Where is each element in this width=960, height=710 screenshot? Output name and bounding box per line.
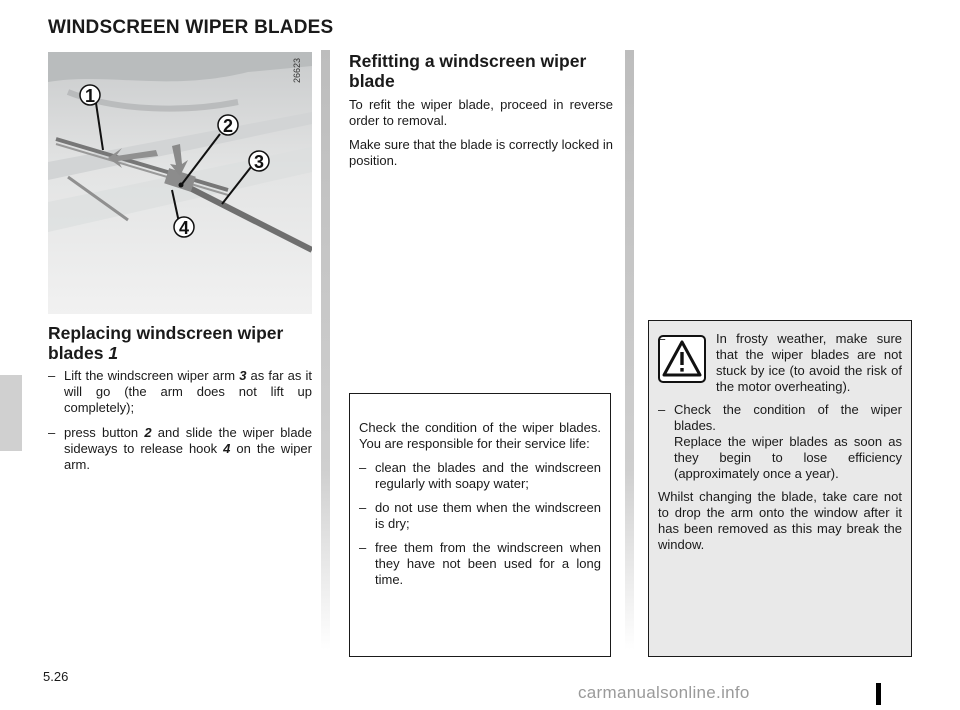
list-dash: – <box>658 402 666 417</box>
callout-label: 1 <box>84 86 96 106</box>
warning-item-text: In frosty weather, make sure that the wiper blades are not stuck by ice (to avoid the risk of the motor overheating). <box>716 331 902 394</box>
callout-label: 3 <box>253 152 265 172</box>
step-text: on the wiper arm. <box>64 441 312 472</box>
paragraph: Make sure that the blade is correctly locked in position. <box>349 137 613 168</box>
replacing-title: Replacing windscreen wiper blades <box>48 323 284 363</box>
illustration-code: 26623 <box>292 58 302 84</box>
list-dash: – <box>359 540 367 555</box>
callout-label: 2 <box>222 116 234 136</box>
warning-item-text: Check the condition of the wiper blades. <box>674 402 902 433</box>
wiper-illustration-svg <box>48 52 312 314</box>
column-divider <box>625 50 634 650</box>
list-dash: – <box>359 460 367 475</box>
replacing-title-ref: 1 <box>108 343 119 363</box>
list-item <box>658 402 902 434</box>
column-divider <box>321 50 330 650</box>
step-text: and slide the wiper blade sideways to release hook <box>64 425 313 456</box>
maintenance-note-box <box>349 393 611 657</box>
corner-mark <box>876 683 881 705</box>
wiper-blade-illustration <box>48 52 312 314</box>
refitting-title: Refitting a windscreen wiper blade <box>349 51 587 91</box>
ref-2: 2 <box>144 425 152 440</box>
list-dash: – <box>658 331 666 346</box>
list-item <box>359 500 601 532</box>
refitting-heading <box>349 51 615 91</box>
list-dash: – <box>359 500 367 515</box>
replacing-heading <box>48 323 312 363</box>
note-item-text: do not use them when the windscreen is dry; <box>375 500 601 531</box>
list-item-continuation <box>658 434 902 482</box>
step-text: as far as it will go (the arm does not lift up completely); <box>64 368 312 415</box>
replacing-steps <box>48 368 312 473</box>
list-item <box>359 460 601 492</box>
callout-label: 4 <box>178 218 190 238</box>
step-text: Lift the windscreen wiper arm <box>64 368 240 383</box>
note-item-text: clean the blades and the windscreen regularly with soapy water; <box>375 460 601 491</box>
page-number: 5.26 <box>43 669 69 684</box>
list-item <box>48 425 312 473</box>
list-item <box>658 331 902 395</box>
warning-box <box>648 320 912 657</box>
step-text: press button <box>64 425 145 440</box>
list-dash: – <box>48 368 56 383</box>
note-intro: Check the condition of the wiper blades. You are responsible for their service life: <box>359 420 601 451</box>
ref-4: 4 <box>223 441 231 456</box>
ref-3: 3 <box>239 368 247 383</box>
list-item <box>359 540 601 588</box>
list-dash: – <box>48 425 56 440</box>
warning-closing: Whilst changing the blade, take care not to drop the arm onto the window after it has been removed as this may break the window. <box>658 489 902 552</box>
refitting-body <box>349 97 613 169</box>
list-item <box>48 368 312 416</box>
watermark: carmanualsonline.info <box>578 683 750 702</box>
chapter-side-tab <box>0 375 22 451</box>
warning-item-extra: Replace the wiper blades as soon as they begin to lose efficiency (approximately once a year). <box>674 434 902 481</box>
page-title: WINDSCREEN WIPER BLADES <box>48 17 334 38</box>
paragraph: To refit the wiper blade, proceed in reverse order to removal. <box>349 97 613 128</box>
note-item-text: free them from the windscreen when they have not been used for a long time. <box>375 540 601 587</box>
